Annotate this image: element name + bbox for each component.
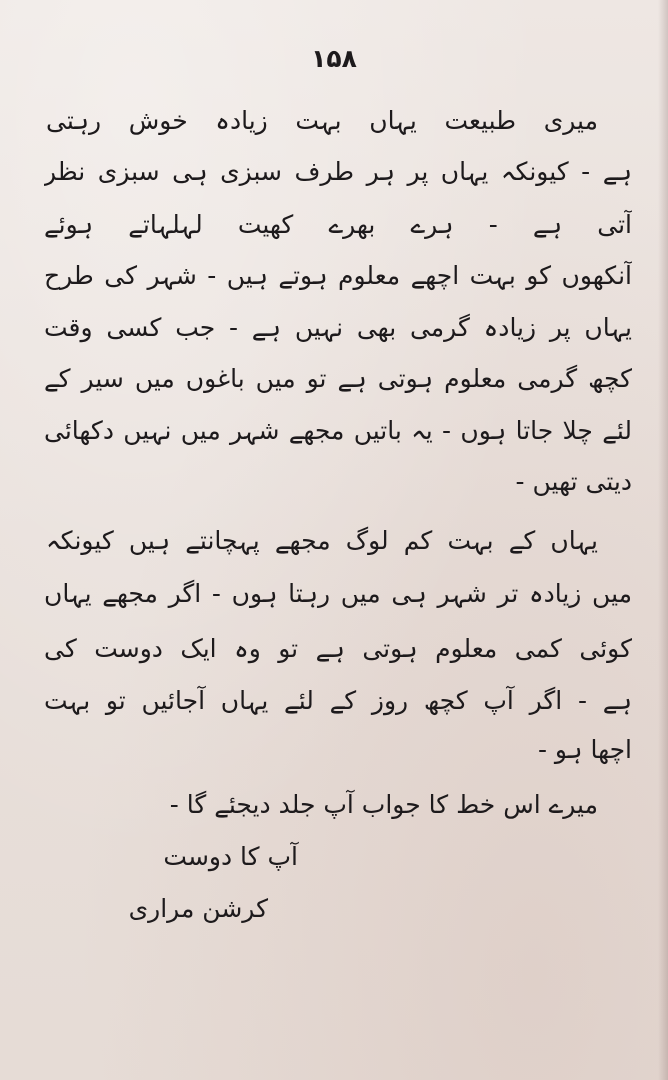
text-line: لئے چلا جاتا ہوں - یہ باتیں مجھے شہر میں نہیں دکھائی: [44, 416, 632, 445]
text-line: کوئی کمی معلوم ہوتی ہے تو وہ ایک دوست کی: [44, 634, 632, 663]
text-line: میری طبیعت یہاں بہت زیادہ خوش رہتی: [46, 106, 598, 135]
valediction: آپ کا دوست: [163, 842, 298, 871]
text-line: آنکھوں کو بہت اچھے معلوم ہوتے ہیں - شہر کی طرح: [44, 261, 632, 290]
text-line: آتی ہے - ہرے بھرے کھیت لہلہاتے ہوئے: [44, 210, 632, 239]
text-line: کچھ گرمی معلوم ہوتی ہے تو میں باغوں میں سیر کے: [44, 364, 632, 393]
page-number: ۱۵۸: [311, 44, 357, 73]
text-line: ہے - کیونکہ یہاں پر ہر طرف سبزی ہی سبزی نظر: [44, 157, 632, 186]
closing-request: میرے اس خط کا جواب آپ جلد دیجئے گا -: [169, 790, 598, 819]
text-line: دیتی تھیں -: [515, 467, 632, 496]
page-edge-shadow: [658, 0, 668, 1080]
text-line: ہے - اگر آپ کچھ روز کے لئے یہاں آجائیں تو بہت: [44, 686, 632, 715]
text-line: میں زیادہ تر شہر ہی میں رہتا ہوں - اگر مجھے یہاں: [44, 579, 632, 608]
text-line: یہاں کے بہت کم لوگ مجھے پہچانتے ہیں کیونکہ: [46, 526, 598, 555]
signature: کرشن مراری: [128, 894, 268, 923]
text-line: یہاں پر زیادہ گرمی بھی نہیں ہے - جب کسی وقت: [44, 313, 632, 342]
text-line: اچھا ہو -: [537, 735, 632, 764]
